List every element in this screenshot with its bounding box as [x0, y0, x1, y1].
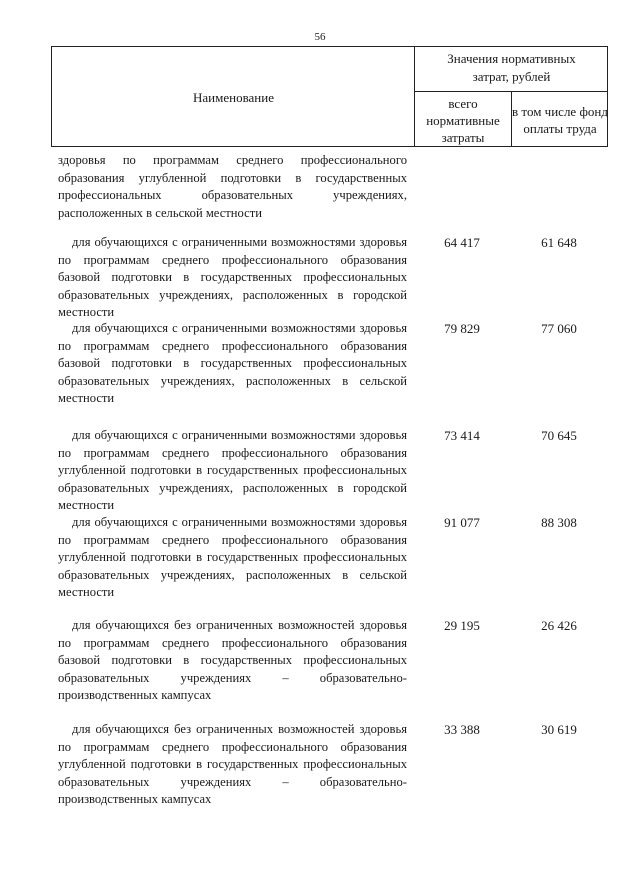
row-fund: 61 648 [541, 235, 577, 250]
column-header-total: всего нормативные затраты [426, 95, 500, 145]
row-text: для обучающихся с ограниченными возможностями здоровья по программам среднего профессионального образования углубленной подготовки в государственных профессиональных образовательных учреждениях, расположенных в сельской местности [58, 515, 407, 600]
row-fund: 88 308 [541, 515, 577, 530]
column-header-name: Наименование [193, 89, 274, 105]
row-total: 79 829 [444, 321, 480, 336]
row-text: здоровья по программам среднего профессионального образования углубленной подготовки в государственных профессиональных образовательных учреждениях, расположенных в сельской местности [58, 153, 407, 220]
row-fund: 70 645 [541, 428, 577, 443]
row-fund: 30 619 [541, 722, 577, 737]
values-group-line1: Значения нормативных [447, 51, 576, 66]
row-total: 29 195 [444, 618, 480, 633]
row-fund: 26 426 [541, 618, 577, 633]
column-header-fund: в том числе фонд оплаты труда [512, 104, 608, 136]
column-group-values [415, 50, 608, 86]
row-text: для обучающихся с ограниченными возможностями здоровья по программам среднего профессионального образования базовой подготовки в государственных профессиональных образовательных учреждениях, расположенных в сельской местности [58, 321, 407, 406]
row-text: для обучающихся без ограниченных возможностей здоровья по программам среднего профессионального образования углубленной подготовки в государственных профессиональных образовательных учреждениях – образовательно-производственных кампусах [58, 722, 407, 807]
row-total: 64 417 [444, 235, 480, 250]
row-total: 73 414 [444, 428, 480, 443]
row-text: для обучающихся с ограниченными возможностями здоровья по программам среднего профессионального образования углубленной подготовки в государственных профессиональных образовательных учреждениях, расположенных в городской местности [58, 428, 407, 513]
row-total: 91 077 [444, 515, 480, 530]
values-group-line2: затрат, рублей [472, 69, 551, 84]
header-group-line [414, 91, 607, 92]
row-text: для обучающихся с ограниченными возможностями здоровья по программам среднего профессионального образования базовой подготовки в государственных профессиональных образовательных учреждениях, расположенных в городской местности [58, 235, 407, 320]
row-fund: 77 060 [541, 321, 577, 336]
row-total: 33 388 [444, 722, 480, 737]
page-number: 56 [314, 31, 326, 43]
table-header [51, 46, 608, 147]
row-text: для обучающихся без ограниченных возможностей здоровья по программам среднего профессионального образования базовой подготовки в государственных профессиональных образовательных учреждениях – образовательно-производственных кампусах [58, 618, 407, 703]
